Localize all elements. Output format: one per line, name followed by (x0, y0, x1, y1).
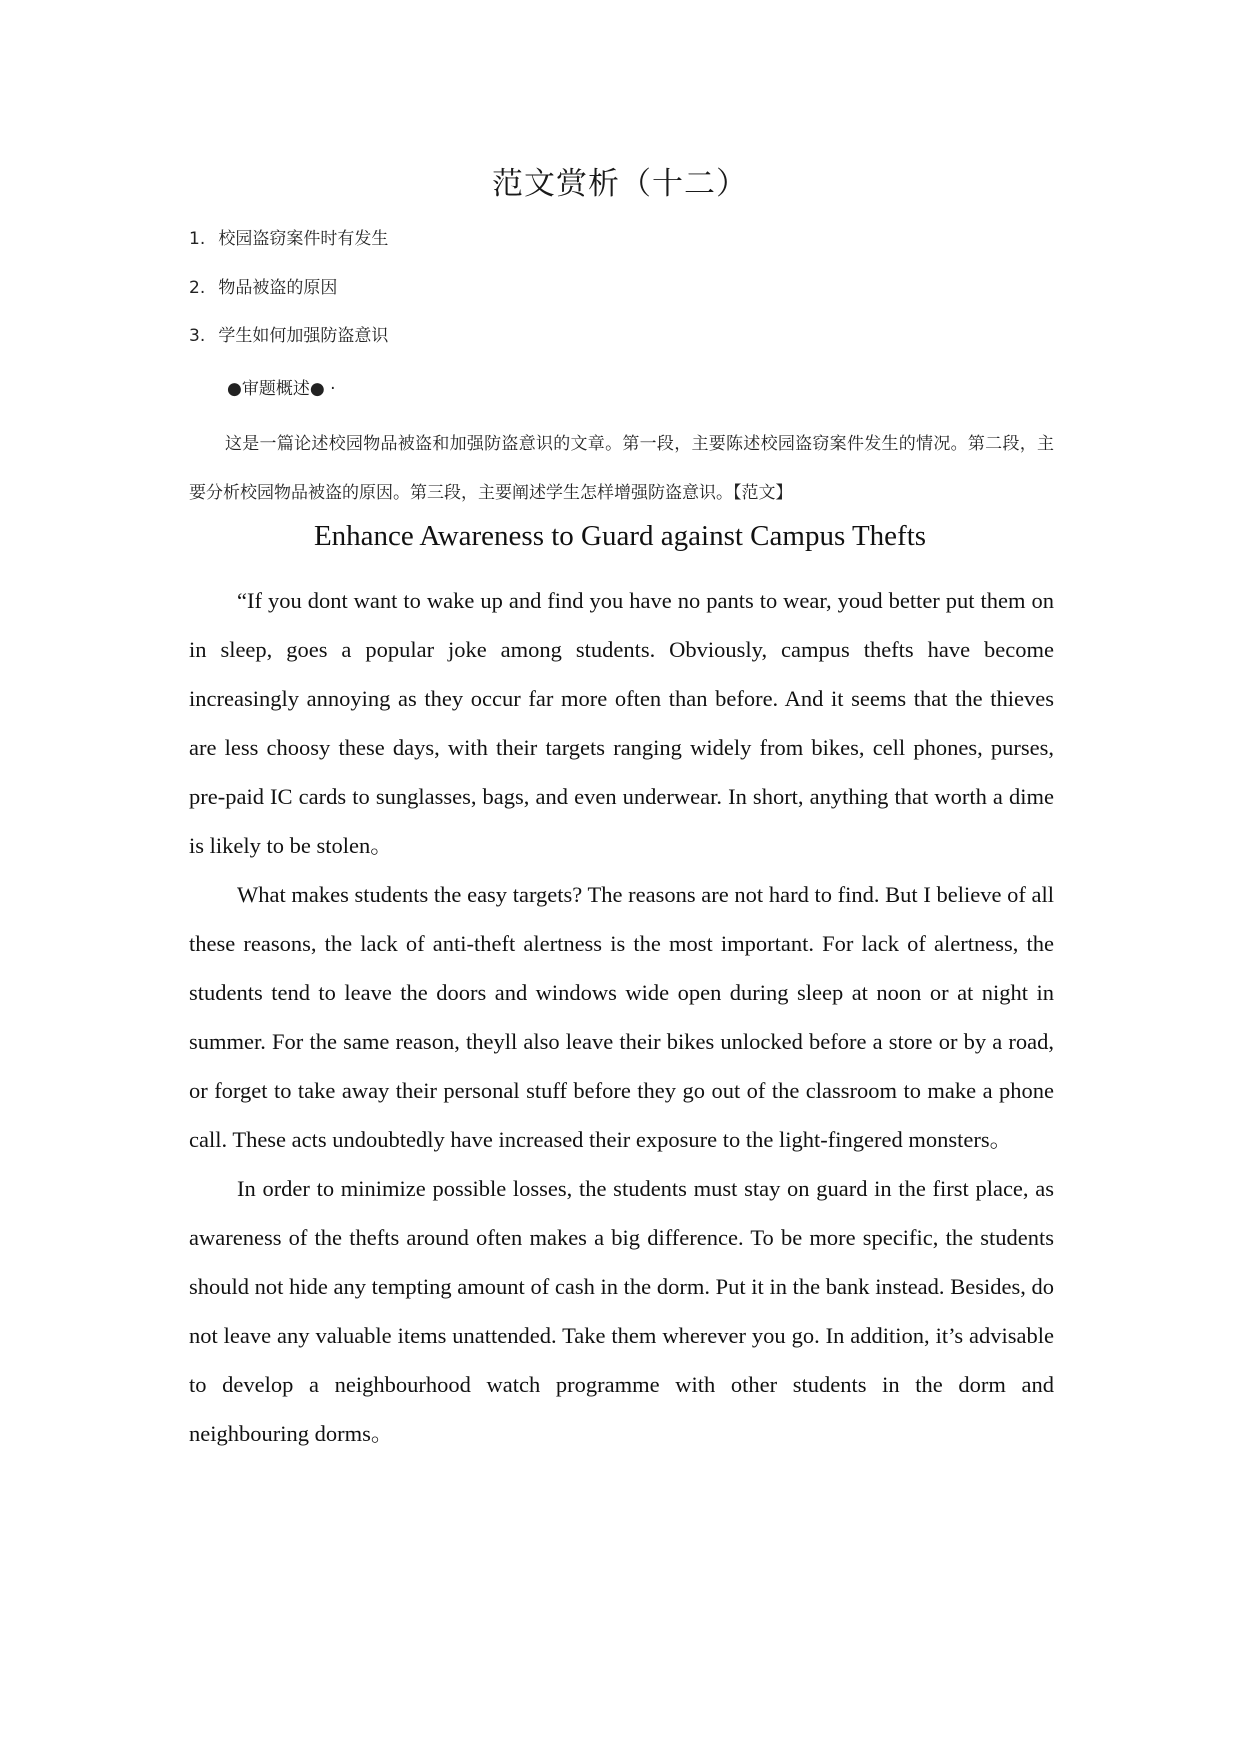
overview-text: 这是一篇论述校园物品被盗和加强防盗意识的文章。第一段，主要陈述校园盗窃案件发生的情况。第二段，主要分析校园物品被盗的原因。第三段，主要阐述学生怎样增强防盗意识。【范文】 (189, 434, 1054, 503)
essay-paragraph: In order to minimize possible losses, the students must stay on guard in the first place, as awareness of the thefts around often makes a big difference. To be more specific, the students should not hide any tempting amount of cash in the dorm. Put it in the bank instead. Besides, do not leave any valuable items unattended. Take them wherever you go. In addition, it’s advisable to develop a neighbourhood watch programme with other students in the dorm and neighbouring dorms。 (189, 1176, 1054, 1446)
document-title: 范文赏析（十二） (492, 166, 748, 202)
outline-item (189, 276, 388, 325)
essay-paragraph: “If you dont want to wake up and find you have no pants to wear, youd better put them on in sleep, goes a popular joke among students. Obviously, campus thefts have become increasingly annoying as they occur far more often than before. And it seems that the thieves are less choosy these days, with their targets ranging widely from bikes, cell phones, purses, pre-paid IC cards to sunglasses, bags, and even underwear. In short, anything that worth a dime is likely to be stolen。 (189, 588, 1054, 858)
overview-heading: ●审题概述● · (227, 379, 336, 399)
outline-item-number: 3. (189, 326, 206, 346)
outline-item (189, 227, 388, 276)
outline-item-number: 1. (189, 229, 206, 249)
outline-item-text: 学生如何加强防盗意识 (218, 326, 389, 346)
essay-body (189, 576, 1054, 1458)
outline-list (189, 227, 388, 373)
essay-paragraph: What makes students the easy targets? The reasons are not hard to find. But I believe of all these reasons, the lack of anti-theft alertness is the most important. For lack of alertness, the students tend to leave the doors and windows wide open during sleep at noon or at night in summer. For the same reason, theyll also leave their bikes unlocked before a store or by a road, or forget to take away their personal stuff before they go out of the classroom to make a phone call. These acts undoubtedly have increased their exposure to the light-fingered monsters。 (189, 882, 1054, 1152)
outline-item-number: 2. (189, 277, 206, 298)
outline-item-text: 物品被盗的原因 (218, 277, 338, 298)
essay-title: Enhance Awareness to Guard against Campus Thefts (313, 520, 927, 552)
outline-item-text: 校园盗窃案件时有发生 (218, 229, 389, 249)
outline-item (189, 324, 388, 373)
